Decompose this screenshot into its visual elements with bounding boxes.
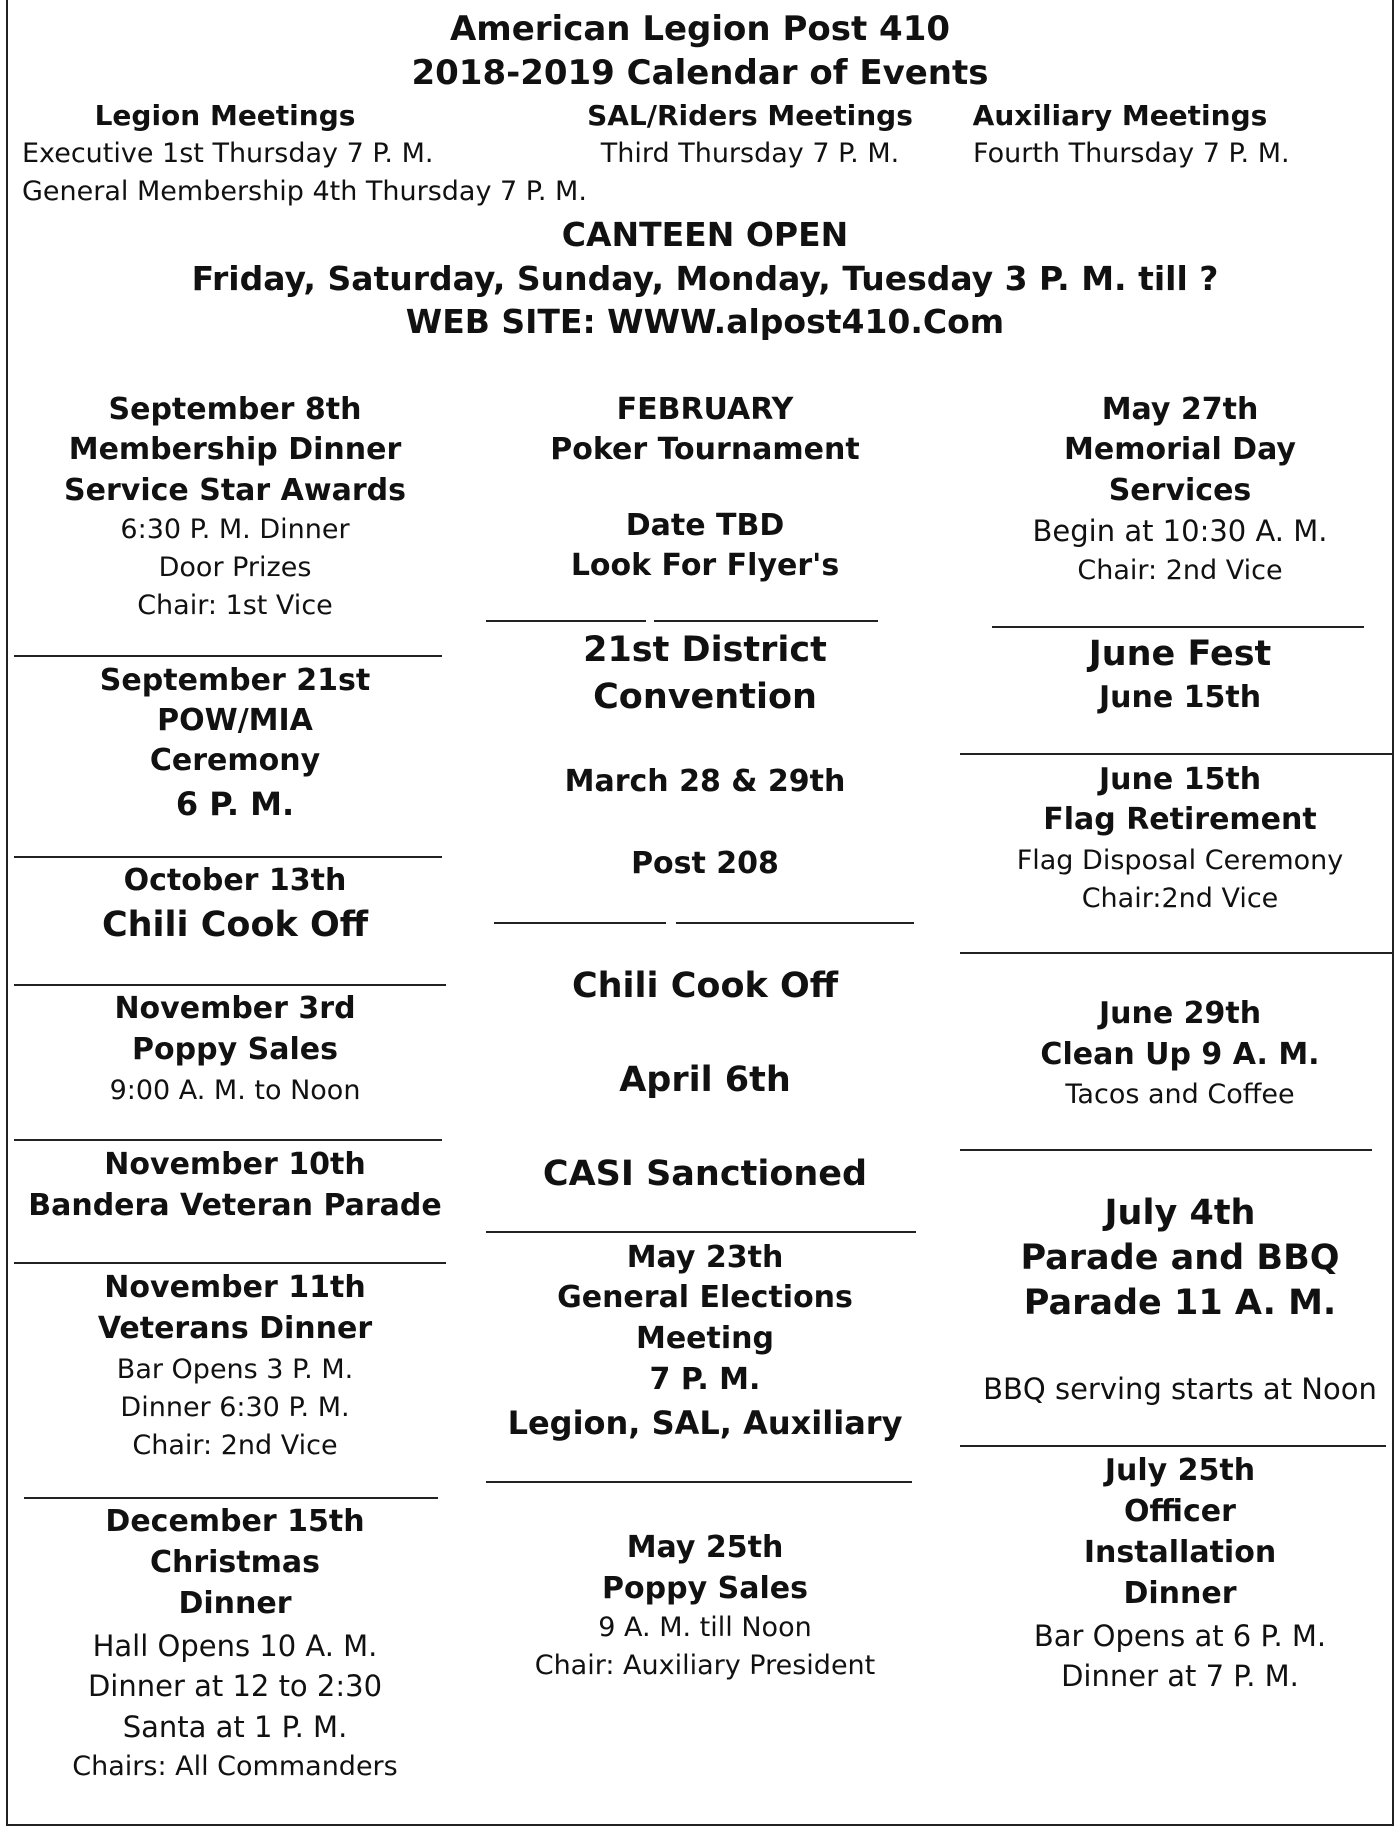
divider (960, 1149, 1372, 1151)
legion-executive-meeting: Executive 1st Thursday 7 P. M. (22, 138, 434, 169)
may27-chair: Chair: 2nd Vice (1077, 555, 1283, 586)
divider (24, 1497, 438, 1499)
july4-title: Parade and BBQ (1020, 1238, 1340, 1278)
auxiliary-meeting-time: Fourth Thursday 7 P. M. (973, 138, 1290, 169)
july25-detail: Dinner at 7 P. M. (1061, 1659, 1299, 1693)
feb-month: FEBRUARY (616, 392, 794, 427)
chili-date: April 6th (619, 1060, 791, 1100)
sep21-date: September 21st (99, 663, 371, 698)
dec15-detail: Hall Opens 10 A. M. (92, 1629, 378, 1663)
june29-detail: Tacos and Coffee (1065, 1079, 1295, 1110)
dec15-detail: Dinner at 12 to 2:30 (87, 1669, 383, 1703)
website: WEB SITE: WWW.alpost410.Com (405, 302, 1005, 341)
auxiliary-meetings-heading: Auxiliary Meetings (972, 99, 1268, 132)
divider (494, 922, 666, 924)
feb-note: Look For Flyer's (570, 548, 840, 583)
july25-title: Installation (1083, 1535, 1277, 1570)
may23-title: Meeting (635, 1321, 774, 1356)
nov3-date: November 3rd (114, 991, 356, 1026)
nov10-date: November 10th (104, 1147, 366, 1182)
nov11-chair: Chair: 2nd Vice (132, 1430, 338, 1461)
district-title: Convention (593, 677, 817, 717)
district-location: Post 208 (631, 846, 779, 881)
oct13-date: October 13th (123, 863, 347, 898)
legion-general-meeting: General Membership 4th Thursday 7 P. M. (22, 176, 587, 207)
divider (676, 922, 914, 924)
may23-date: May 23th (626, 1240, 784, 1275)
divider (486, 620, 646, 622)
may27-title: Memorial Day (1064, 432, 1296, 467)
may25-title: Poppy Sales (602, 1571, 808, 1606)
junefest-title: June Fest (1088, 634, 1272, 674)
page-title: American Legion Post 410 (449, 9, 951, 49)
divider (960, 1445, 1386, 1447)
oct13-title: Chili Cook Off (101, 905, 369, 945)
dec15-title: Christmas (149, 1545, 320, 1580)
july4-time: Parade 11 A. M. (1023, 1283, 1337, 1323)
dec15-title: Dinner (178, 1586, 292, 1621)
district-title: 21st District (583, 630, 827, 670)
dec15-detail: Santa at 1 P. M. (122, 1710, 348, 1744)
district-date: March 28 & 29th (564, 764, 846, 799)
nov11-detail: Dinner 6:30 P. M. (120, 1392, 350, 1423)
divider (486, 1231, 916, 1233)
feb-title: Poker Tournament (550, 432, 860, 467)
sal-meetings-heading: SAL/Riders Meetings (587, 99, 913, 132)
may23-groups: Legion, SAL, Auxiliary (507, 1404, 903, 1442)
july4-detail: BBQ serving starts at Noon (983, 1372, 1377, 1406)
july4-date: July 4th (1104, 1193, 1256, 1233)
page-subtitle: 2018-2019 Calendar of Events (411, 53, 989, 93)
divider (14, 1139, 442, 1141)
july25-detail: Bar Opens at 6 P. M. (1033, 1619, 1327, 1653)
divider (960, 753, 1392, 755)
chili-title: Chili Cook Off (571, 966, 839, 1006)
feb-date: Date TBD (625, 508, 785, 543)
divider (992, 626, 1364, 628)
divider (960, 952, 1392, 954)
legion-meetings-heading: Legion Meetings (94, 99, 356, 132)
june29-title: Clean Up 9 A. M. (1040, 1037, 1320, 1072)
sep8-chair: Chair: 1st Vice (137, 590, 333, 621)
sep8-detail: 6:30 P. M. Dinner (120, 514, 350, 545)
may27-date: May 27th (1101, 392, 1259, 427)
june29-date: June 29th (1098, 996, 1262, 1031)
nov11-detail: Bar Opens 3 P. M. (116, 1354, 354, 1385)
divider (14, 655, 442, 657)
junefest-date: June 15th (1098, 680, 1262, 715)
july25-date: July 25th (1104, 1453, 1256, 1488)
june15-chair: Chair:2nd Vice (1081, 883, 1279, 914)
sep21-time: 6 P. M. (175, 785, 295, 823)
divider (14, 856, 442, 858)
canteen-heading: CANTEEN OPEN (561, 215, 849, 254)
nov11-date: November 11th (104, 1270, 366, 1305)
may27-title: Services (1108, 473, 1252, 508)
sep8-detail: Door Prizes (158, 552, 312, 583)
nov3-detail: 9:00 A. M. to Noon (109, 1075, 361, 1106)
july25-title: Dinner (1123, 1576, 1237, 1611)
sal-meeting-time: Third Thursday 7 P. M. (600, 138, 900, 169)
dec15-date: December 15th (105, 1504, 365, 1539)
may25-detail: 9 A. M. till Noon (598, 1612, 812, 1643)
june15-detail: Flag Disposal Ceremony (1016, 845, 1344, 876)
nov3-title: Poppy Sales (132, 1032, 338, 1067)
sep8-title: Membership Dinner (68, 432, 402, 467)
dec15-chairs: Chairs: All Commanders (72, 1751, 398, 1782)
sep21-title: POW/MIA (157, 703, 313, 738)
may25-date: May 25th (626, 1530, 784, 1565)
june15-date: June 15th (1098, 762, 1262, 797)
canteen-hours: Friday, Saturday, Sunday, Monday, Tuesday 3 P. M. till ? (191, 259, 1219, 298)
may23-title: General Elections (557, 1280, 853, 1315)
july25-title: Officer (1124, 1494, 1236, 1529)
divider (654, 620, 878, 622)
june15-title: Flag Retirement (1043, 802, 1317, 837)
sep21-title: Ceremony (149, 743, 321, 778)
sep8-subtitle: Service Star Awards (64, 473, 406, 508)
nov11-title: Veterans Dinner (97, 1311, 373, 1346)
chili-note: CASI Sanctioned (542, 1154, 868, 1194)
divider (14, 1262, 446, 1264)
divider (14, 984, 446, 986)
nov10-title: Bandera Veteran Parade (28, 1188, 442, 1223)
divider (486, 1481, 912, 1483)
may23-time: 7 P. M. (649, 1362, 761, 1397)
may27-detail: Begin at 10:30 A. M. (1032, 514, 1328, 548)
may25-chair: Chair: Auxiliary President (534, 1650, 876, 1681)
sep8-date: September 8th (108, 392, 362, 427)
